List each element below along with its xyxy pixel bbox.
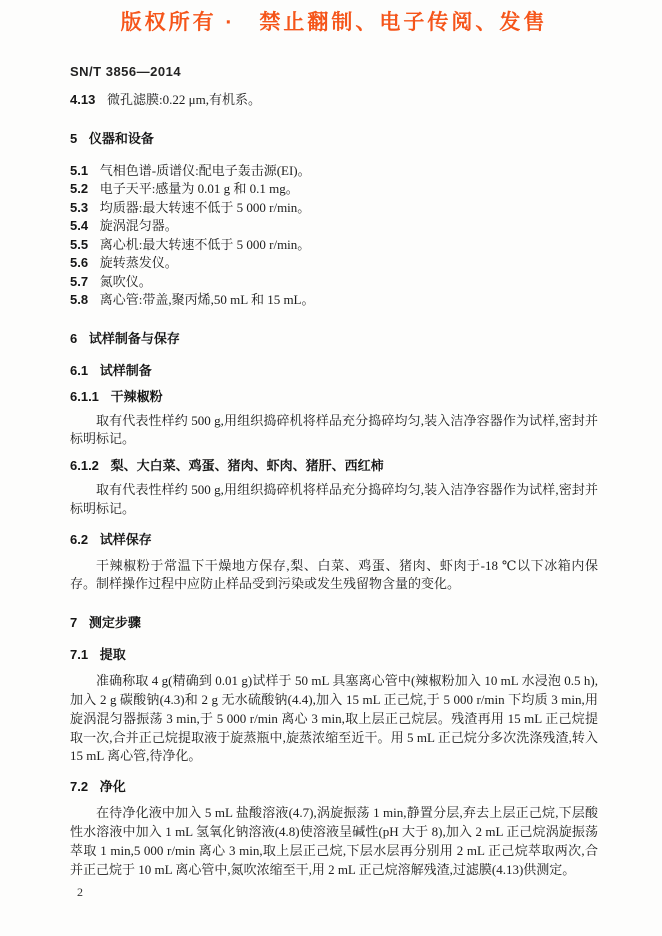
clause-number: 5.4 (70, 218, 89, 233)
section-heading-6.2 (70, 531, 598, 549)
clause-5.1 (70, 162, 598, 181)
clause-text: 梨、大白菜、鸡蛋、猪肉、虾肉、猪肝、西红柿 (110, 458, 384, 474)
section-heading-7.2 (70, 778, 598, 796)
section-heading-7.1 (70, 646, 598, 664)
clause-text: 试样制备 (99, 362, 152, 378)
clause-text: 干辣椒粉 (110, 388, 163, 404)
clause-number: 5.3 (70, 199, 89, 215)
page-number: 2 (77, 885, 83, 900)
clause-number: 6.1.2 (70, 458, 99, 474)
clause-5.6 (70, 254, 598, 273)
clause-text: 微孔滤膜:0.22 μm,有机系。 (107, 92, 261, 107)
clause-number: 6.1.1 (70, 388, 99, 404)
clause-text: 离心机:最大转速不低于 5 000 r/min。 (99, 236, 311, 252)
clause-number: 5.1 (70, 162, 89, 178)
clause-number: 7.2 (70, 779, 89, 795)
clause-number: 6.2 (70, 531, 89, 547)
clause-4.13 (70, 91, 598, 110)
clause-number: 5.6 (70, 255, 89, 270)
clause-text: 试样制备与保存 (88, 330, 180, 346)
section-heading-6 (70, 330, 598, 348)
paragraph: 准确称取 4 g(精确到 0.01 g)试样于 50 mL 具塞离心管中(辣椒粉加入 10 mL 水浸泡 0.5 h),加入 2 g 碳酸钠(4.3)和 2 g 无水硫酸钠(4.4),加入 15 mL 正己烷,于 5 000 r/min 下均质 3 min,用旋涡混匀器振荡 3 min,于 5 000 r/min 离心 3 min,取上层正己烷层。残渣再用 15 mL 正己烷提取一次,合并正己烷提取液于旋蒸瓶中,旋蒸浓缩至近干。用 5 mL 正己烷分多次洗涤残渣,转入 15 mL 离心管,待净化。 (70, 673, 598, 764)
clause-number: 4.13 (70, 92, 96, 107)
clause-text: 电子天平:感量为 0.01 g 和 0.1 mg。 (99, 181, 299, 196)
paragraph: 在待净化液中加入 5 mL 盐酸溶液(4.7),涡旋振荡 1 min,静置分层,弃去上层正己烷,下层酸性水溶液中加入 1 mL 氢氧化钠溶液(4.8)使溶液呈碱性(pH 大于 8),加入 2 mL 正己烷涡旋振荡萃取 1 min,5 000 r/min 离心 3 min,取上层正己烷,下层水层再分别用 2 mL 正己烷萃取两次,合并正己烷于 10 mL 离心管中,氮吹浓缩至干,用 2 mL 正己烷溶解残渣,过滤膜(4.13)供测定。 (70, 805, 598, 877)
clause-text: 仪器和设备 (88, 130, 154, 146)
section-heading-6.1.2 (70, 457, 598, 475)
clause-text: 旋转蒸发仪。 (99, 255, 178, 270)
clause-number: 5 (70, 130, 78, 146)
section-heading-6.1 (70, 362, 598, 380)
clause-5.3 (70, 199, 598, 218)
clause-number: 5.7 (70, 273, 89, 289)
paragraph: 取有代表性样约 500 g,用组织捣碎机将样品充分捣碎均匀,装入洁净容器作为试样,密封并标明标记。 (70, 482, 598, 516)
clause-text: 气相色谱-质谱仪:配电子轰击源(EI)。 (99, 162, 311, 178)
clause-5.8 (70, 291, 598, 310)
clause-text: 氮吹仪。 (99, 273, 152, 289)
clause-5.7 (70, 273, 598, 292)
section-heading-6.1.1 (70, 388, 598, 406)
clause-text: 离心管:带盖,聚丙烯,50 mL 和 15 mL。 (99, 292, 315, 307)
clause-number: 7 (70, 615, 78, 631)
clause-number: 6.1 (70, 362, 89, 378)
clause-text: 试样保存 (99, 531, 152, 547)
paragraph: 干辣椒粉于常温下干燥地方保存,梨、白菜、鸡蛋、猪肉、虾肉于-18 ℃以下冰箱内保存。制样操作过程中应防止样品受到污染或发生残留物含量的变化。 (70, 557, 598, 592)
section-heading-5 (70, 130, 598, 148)
clause-text: 测定步骤 (88, 615, 141, 631)
clause-text: 净化 (99, 779, 126, 795)
document-body (70, 91, 598, 879)
clause-5.2 (70, 180, 598, 199)
doc-number: SN/T 3856—2014 (70, 64, 182, 79)
copyright-banner: 版权所有 · 禁止翻制、电子传阅、发售 (120, 11, 548, 34)
clause-text: 均质器:最大转速不低于 5 000 r/min。 (99, 199, 311, 215)
clause-number: 5.5 (70, 236, 89, 252)
paragraph: 取有代表性样约 500 g,用组织捣碎机将样品充分捣碎均匀,装入洁净容器作为试样,密封并标明标记。 (70, 412, 598, 447)
clause-number: 5.8 (70, 292, 89, 307)
clause-5.5 (70, 236, 598, 255)
clause-number: 5.2 (70, 181, 89, 196)
section-heading-7 (70, 614, 598, 632)
clause-number: 6 (70, 330, 78, 346)
clause-text: 提取 (99, 647, 126, 663)
clause-number: 7.1 (70, 647, 89, 663)
clause-text: 旋涡混匀器。 (99, 218, 178, 233)
clause-5.4 (70, 217, 598, 236)
